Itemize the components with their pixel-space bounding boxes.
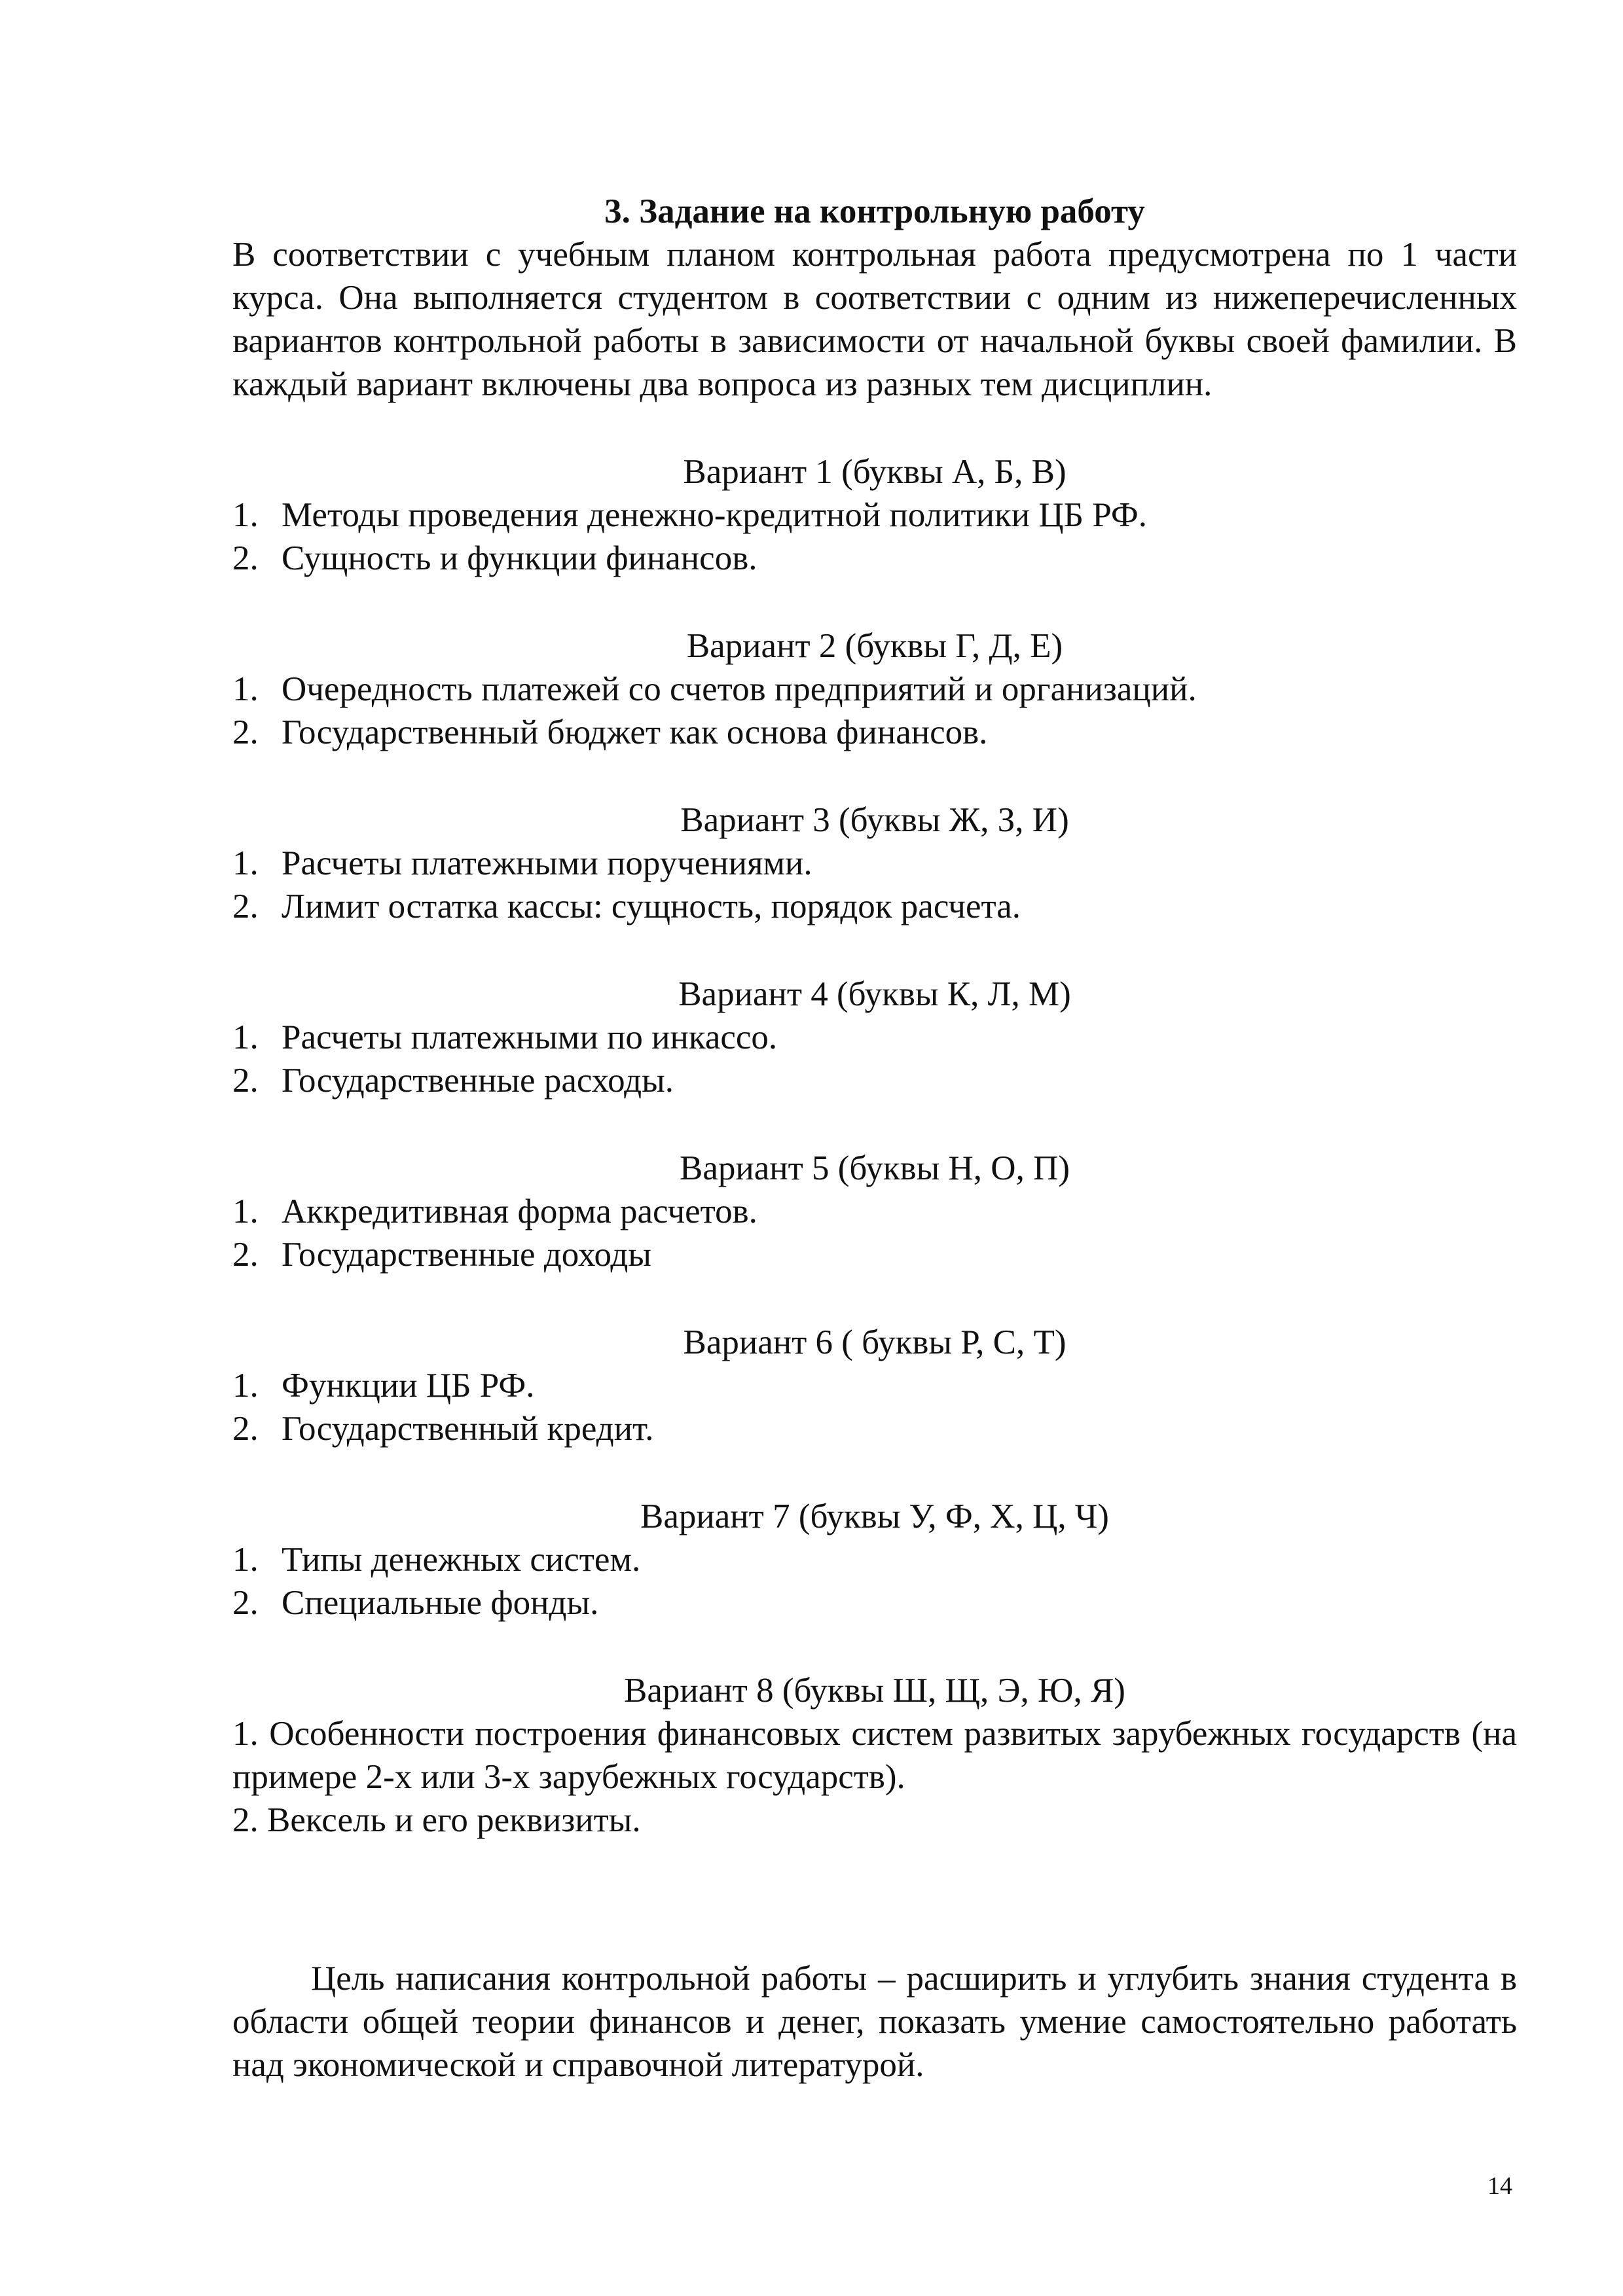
question-number: 2. <box>232 1584 259 1622</box>
question-list <box>232 842 1517 928</box>
question-item <box>232 1190 1517 1233</box>
question-number: 1. <box>232 1541 259 1579</box>
variant-title: Вариант 1 (буквы А, Б, В) <box>683 453 1067 491</box>
question-text: Аккредитивная форма расчетов. <box>282 1193 757 1230</box>
question-number: 1. <box>232 1018 259 1056</box>
question-text: Типы денежных систем. <box>282 1541 641 1579</box>
variant-title: Вариант 4 (буквы К, Л, М) <box>678 975 1071 1013</box>
question-item <box>232 1712 1517 1799</box>
variant-5 <box>232 1147 1517 1276</box>
question-text: Расчеты платежными по инкассо. <box>282 1018 778 1056</box>
question-number: 1. <box>232 1715 270 1753</box>
question-item <box>232 1059 1517 1102</box>
variant-8 <box>232 1669 1517 1842</box>
question-number: 2. <box>232 1236 259 1274</box>
question-list <box>232 668 1517 754</box>
question-list <box>232 493 1517 580</box>
question-number: 1. <box>232 496 259 534</box>
question-item <box>232 1407 1517 1450</box>
intro-paragraph: В соответствии с учебным планом контрольная работа предусмотрена по 1 части курса. Она выполняется студентом в соответствии с одним из нижеперечисленных вариантов контрольной работы в зависимости от начальной буквы своей фамилии. В каждый вариант включены два вопроса из разных тем дисциплин. <box>232 236 1517 403</box>
question-number: 1. <box>232 844 259 882</box>
variant-title: Вариант 2 (буквы Г, Д, Е) <box>686 627 1063 665</box>
variant-7 <box>232 1495 1517 1624</box>
goal-paragraph: Цель написания контрольной работы – расширить и углубить знания студента в области общей теории финансов и денег, показать умение самостоятельно работать над экономической и справочной литературой. <box>232 1960 1517 2084</box>
question-item <box>232 842 1517 885</box>
question-text: Государственный кредит. <box>282 1410 654 1448</box>
question-list <box>232 1538 1517 1624</box>
question-list <box>232 1364 1517 1450</box>
question-text: Сущность и функции финансов. <box>282 539 757 577</box>
variant-title: Вариант 5 (буквы Н, О, П) <box>680 1149 1070 1187</box>
question-text: Очередность платежей со счетов предприятий и организаций. <box>282 670 1197 708</box>
question-text: Лимит остатка кассы: сущность, порядок расчета. <box>282 888 1021 925</box>
question-text: Расчеты платежными поручениями. <box>282 844 812 882</box>
section-title: 3. Задание на контрольную работу <box>604 192 1145 230</box>
question-number: 2. <box>232 1410 259 1448</box>
question-text: Особенности построения финансовых систем развитых зарубежных государств (на примере 2-х или 3-х зарубежных государств). <box>232 1715 1517 1796</box>
document-page <box>232 190 1517 2087</box>
variant-4 <box>232 973 1517 1102</box>
question-item <box>232 493 1517 537</box>
variant-title: Вариант 7 (буквы У, Ф, Х, Ц, Ч) <box>640 1498 1109 1535</box>
question-item <box>232 1016 1517 1059</box>
variant-title: Вариант 6 ( буквы Р, С, Т) <box>683 1323 1067 1361</box>
question-text: Специальные фонды. <box>282 1584 599 1622</box>
variant-3 <box>232 798 1517 928</box>
question-text: Государственные расходы. <box>282 1062 674 1100</box>
question-list <box>232 1016 1517 1102</box>
question-number: 1. <box>232 670 259 708</box>
question-number: 1. <box>232 1193 259 1230</box>
question-text: Методы проведения денежно-кредитной политики ЦБ РФ. <box>282 496 1148 534</box>
question-number: 2. <box>232 1062 259 1100</box>
question-number: 2. <box>232 888 259 925</box>
question-item <box>232 1581 1517 1624</box>
variant-6 <box>232 1321 1517 1450</box>
question-text: Государственные доходы <box>282 1236 651 1274</box>
question-item <box>232 1799 1517 1842</box>
question-number: 2. <box>232 713 259 751</box>
variant-title: Вариант 3 (буквы Ж, З, И) <box>680 801 1069 839</box>
question-item <box>232 1364 1517 1407</box>
question-list <box>232 1712 1517 1842</box>
question-number: 2. <box>232 1801 267 1839</box>
page-number: 14 <box>1487 2172 1512 2200</box>
question-number: 1. <box>232 1367 259 1405</box>
question-item <box>232 885 1517 928</box>
question-item <box>232 711 1517 754</box>
question-text: Функции ЦБ РФ. <box>282 1367 535 1405</box>
variant-title: Вариант 8 (буквы Ш, Щ, Э, Ю, Я) <box>624 1672 1125 1710</box>
question-list <box>232 1190 1517 1276</box>
question-text: Вексель и его реквизиты. <box>267 1801 641 1839</box>
question-item <box>232 668 1517 711</box>
question-number: 2. <box>232 539 259 577</box>
variant-1 <box>232 450 1517 580</box>
variant-2 <box>232 624 1517 754</box>
question-item <box>232 537 1517 580</box>
question-item <box>232 1233 1517 1276</box>
question-text: Государственный бюджет как основа финансов. <box>282 713 988 751</box>
question-item <box>232 1538 1517 1581</box>
